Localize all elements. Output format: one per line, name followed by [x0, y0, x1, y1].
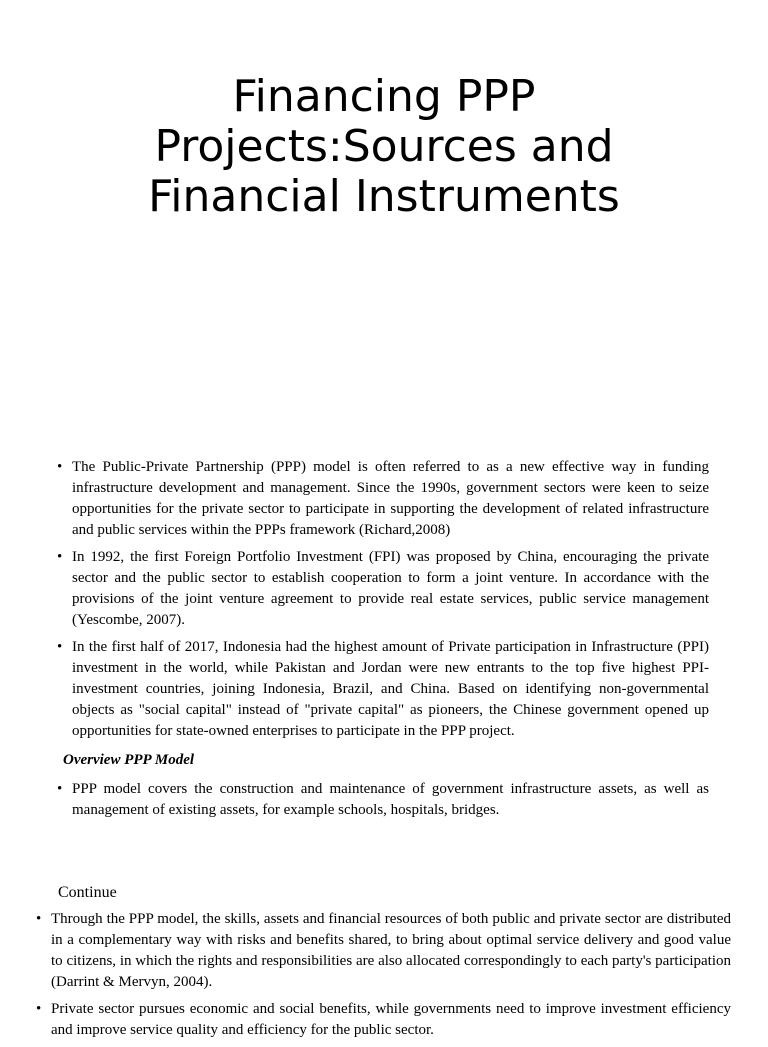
intro-bullet-list [57, 457, 709, 748]
overview-bullet-list [57, 779, 709, 827]
bullet-marker: • [57, 459, 63, 475]
bullet-marker: • [36, 911, 42, 927]
list-item [57, 637, 709, 742]
bullet-text: In 1992, the first Foreign Portfolio Investment (FPI) was proposed by China, encouraging the private sector and the public sector to establish cooperation to form a joint venture. In accordance with the provisions of the joint venture agreement to provide real estate services, public service management (Yescombe, 2007). [72, 549, 709, 628]
bullet-marker: • [36, 1001, 42, 1017]
list-item [57, 547, 709, 631]
list-item [36, 999, 731, 1041]
bullet-marker: • [57, 549, 63, 565]
bullet-marker: • [57, 781, 63, 797]
bullet-text: The Public-Private Partnership (PPP) model is often referred to as a new effective way in funding infrastructure development and management. Since the 1990s, government sectors were keen to seize opportunities for the private sector to participate in supporting the development of related infrastructure and public services within the PPPs framework (Richard,2008) [72, 459, 709, 538]
list-item [57, 457, 709, 541]
list-item [57, 779, 709, 821]
bullet-marker: • [57, 639, 63, 655]
bullet-text: Through the PPP model, the skills, assets and financial resources of both public and private sector are distributed in a complementary way with risks and benefits shared, to bring about optimal service delivery and good value to citizens, in which the rights and responsibilities are also allocated correspondingly to each party's participation (Darrint & Mervyn, 2004). [51, 911, 731, 990]
overview-subheading: Overview PPP Model [63, 752, 195, 768]
bullet-text: In the first half of 2017, Indonesia had the highest amount of Private participation in Infrastructure (PPI) investment in the world, while Pakistan and Jordan were new entrants to the top five highest PPI-investment countries, joining Indonesia, Brazil, and China. Based on identifying non-governmental objects as "social capital" instead of "private capital" as pioneers, the Chinese government opened up opportunities for state-owned enterprises to participate in the PPP project. [72, 639, 709, 739]
slide-title: Financing PPP Projects:Sources and Financial Instruments [148, 71, 620, 222]
bullet-text: Private sector pursues economic and social benefits, while governments need to improve investment efficiency and improve service quality and efficiency for the public sector. [51, 1001, 731, 1038]
list-item [36, 909, 731, 993]
continue-bullet-list [36, 909, 731, 1047]
bullet-text: PPP model covers the construction and maintenance of government infrastructure assets, as well as management of existing assets, for example schools, hospitals, bridges. [72, 781, 709, 818]
continue-heading: Continue [58, 884, 117, 901]
